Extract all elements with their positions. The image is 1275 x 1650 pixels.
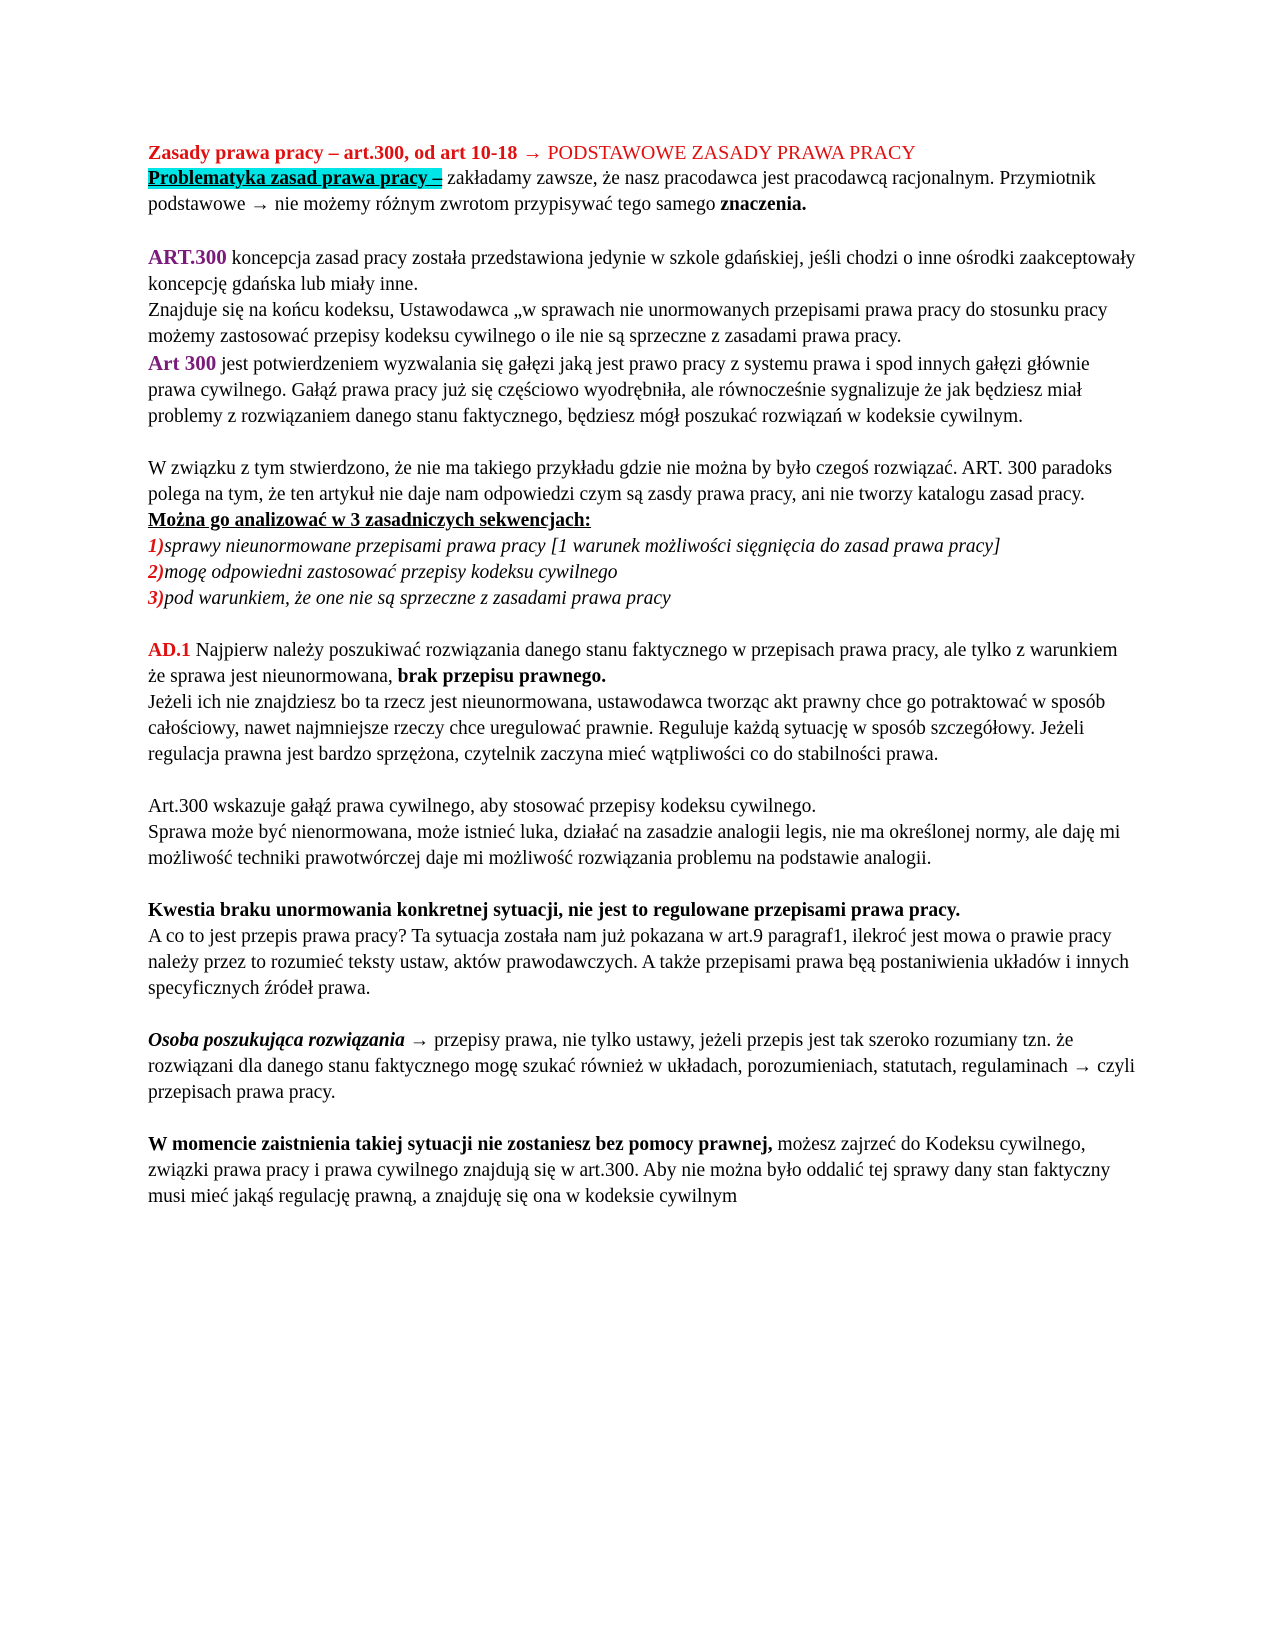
paragraph-bold-text: znaczenia.: [720, 194, 807, 215]
article-label: Art 300: [148, 351, 217, 375]
arrow-icon: →: [522, 142, 543, 164]
paragraph-text: Jeżeli ich nie znajdziesz bo ta rzecz jest nieunormowana, ustawodawca tworząc akt prawny chce go potraktować w sposób całościowy, nawet najmniejsze rzeczy chce uregulować prawnie. Reguluje każdą sytuację w sposób szczegółowy. Jeżeli regulacja prawna jest bardzo sprzężona, czytelnik zaczyna mieć wątpliwości co do stabilności prawa.: [148, 692, 1106, 765]
spacer: [148, 872, 1138, 898]
paragraph-nieunormowana: [148, 690, 1138, 768]
list-item-text: mogę odpowiedni zastosować przepisy kodeksu cywilnego: [164, 562, 618, 583]
paragraph-text: jest potwierdzeniem wyzwalania się gałęzi jaką jest prawo pracy z systemu prawa i spod innych gałęzi głównie prawa cywilnego. Gałąź prawa pracy już się częściowo wyodrębniła, ale równocześnie sygnalizuje że jak będziesz miał problemy z rozwiązaniem danego stanu faktycznego, będziesz mógł poszukać rozwiązań w kodeksie cywilnym.: [148, 354, 1090, 427]
paragraph-text: koncepcja zasad pracy została przedstawiona jedynie w szkole gdańskiej, jeśli chodzi o inne ośrodki zaakceptowały koncepcję gdańska lub miały inne.: [148, 248, 1136, 295]
paragraph-koniec-kodeksu: [148, 298, 1138, 350]
document-page: [148, 140, 1138, 1210]
paragraph-text: zakładamy zawsze, że nasz pracodawca jest pracodawcą racjonalnym. Przymiotnik podstawowe → nie możemy różnym zwrotom przypisywać tego samego: [148, 168, 1096, 215]
paragraph-osoba-poszukujaca: [148, 1028, 1138, 1106]
title-part2: PODSTAWOWE ZASADY PRAWA PRACY: [547, 142, 916, 164]
paragraph-bold-text: Kwestia braku unormowania konkretnej sytuacji, nie jest to regulowane przepisami prawa pracy.: [148, 900, 961, 921]
highlighted-heading: Problematyka zasad prawa pracy –: [148, 168, 443, 189]
paragraph-bold-text: W momencie zaistnienia takiej sytuacji nie zostaniesz bez pomocy prawnej,: [148, 1134, 773, 1155]
paragraph-art300-potwierdzenie: [148, 350, 1138, 430]
document-title: [148, 140, 1138, 166]
paragraph-text: Art.300 wskazuje gałąź prawa cywilnego, aby stosować przepisy kodeksu cywilnego.: [148, 796, 817, 817]
paragraph-text: Znajduje się na końcu kodeksu, Ustawodawca „w sprawach nie unormowanych przepisami prawa pracy do stosunku pracy możemy zastosować przepisy kodeksu cywilnego o ile nie są sprzeczne z zasadami prawa pracy.: [148, 300, 1108, 347]
list-item: [148, 534, 1138, 560]
paragraph-text: A co to jest przepis prawa pracy? Ta sytuacja została nam już pokazana w art.9 paragraf1, ilekroć jest mowa o prawie pracy należy przez to rozumieć teksty ustaw, aktów prawodawczych. A także przepisami prawa bęą postaniwienia układów i innych specyficznych źródeł prawa.: [148, 926, 1129, 999]
paragraph-art300-intro: [148, 244, 1138, 298]
list-item-text: sprawy nieunormowane przepisami prawa pracy [1 warunek możliwości sięgnięcia do zasad prawa pracy]: [164, 536, 1001, 557]
spacer: [148, 612, 1138, 638]
paragraph-text: W związku z tym stwierdzono, że nie ma takiego przykładu gdzie nie można by było czegoś rozwiązać. ART. 300 paradoks polega na tym, że ten artykuł nie daje nam odpowiedzi czym są zasdy prawa pracy, ani nie tworzy katalogu zasad pracy.: [148, 458, 1113, 505]
paragraph-text: Sprawa może być nienormowana, może istnieć luka, działać na zasadzie analogii legis, nie ma określonej normy, ale daję mi możliwość techniki prawotwórczej daje mi możliwość rozwiązania problemu na podstawie analogii.: [148, 822, 1121, 869]
paragraph-przepis-prawa-pracy: [148, 924, 1138, 1002]
paragraph-text: → przepisy prawa, nie tylko ustawy, jeżeli przepis jest tak szeroko rozumiany tzn. że rozwiązani dla danego stanu faktycznego mogę szukać również w układach, porozumieniach, statutach, regulaminach → czyli przepisach prawa pracy.: [148, 1030, 1136, 1103]
spacer: [148, 430, 1138, 456]
paragraph-bold-italic: Osoba poszukująca rozwiązania: [148, 1030, 405, 1051]
list-number: 2): [148, 562, 165, 583]
list-item-text: pod warunkiem, że one nie są sprzeczne z zasadami prawa pracy: [164, 588, 671, 609]
paragraph-problematyka: [148, 166, 1138, 218]
paragraph-w-momencie: [148, 1132, 1138, 1210]
section-label: AD.1: [148, 640, 191, 661]
paragraph-art300-galaz: [148, 794, 1138, 820]
paragraph-text: możesz zajrzeć do Kodeksu cywilnego, związki prawa pracy i prawa cywilnego znajdują się w art.300. Aby nie można było oddalić tej sprawy dany stan faktyczny musi mieć jakąś regulację prawną, a znajduję się ona w kodeksie cywilnym: [148, 1134, 1111, 1207]
spacer: [148, 1106, 1138, 1132]
paragraph-analogia: [148, 820, 1138, 872]
title-part1: Zasady prawa pracy – art.300, od art 10-18: [148, 142, 518, 164]
list-item: [148, 586, 1138, 612]
list-number: 3): [148, 588, 165, 609]
paragraph-bold-text: brak przepisu prawnego.: [397, 666, 607, 687]
paragraph-kwestia: [148, 898, 1138, 924]
spacer: [148, 218, 1138, 244]
list-item: [148, 560, 1138, 586]
article-label: ART.300: [148, 245, 227, 269]
spacer: [148, 768, 1138, 794]
paragraph-bold-underlined: Można go analizować w 3 zasadniczych sekwencjach:: [148, 510, 592, 531]
paragraph-ad1: [148, 638, 1138, 690]
paragraph-paradoks: [148, 456, 1138, 534]
list-number: 1): [148, 536, 165, 557]
spacer: [148, 1002, 1138, 1028]
paragraph-text: Najpierw należy poszukiwać rozwiązania danego stanu faktycznego w przepisach prawa pracy, ale tylko z warunkiem że sprawa jest nieunormowana,: [148, 640, 1118, 687]
